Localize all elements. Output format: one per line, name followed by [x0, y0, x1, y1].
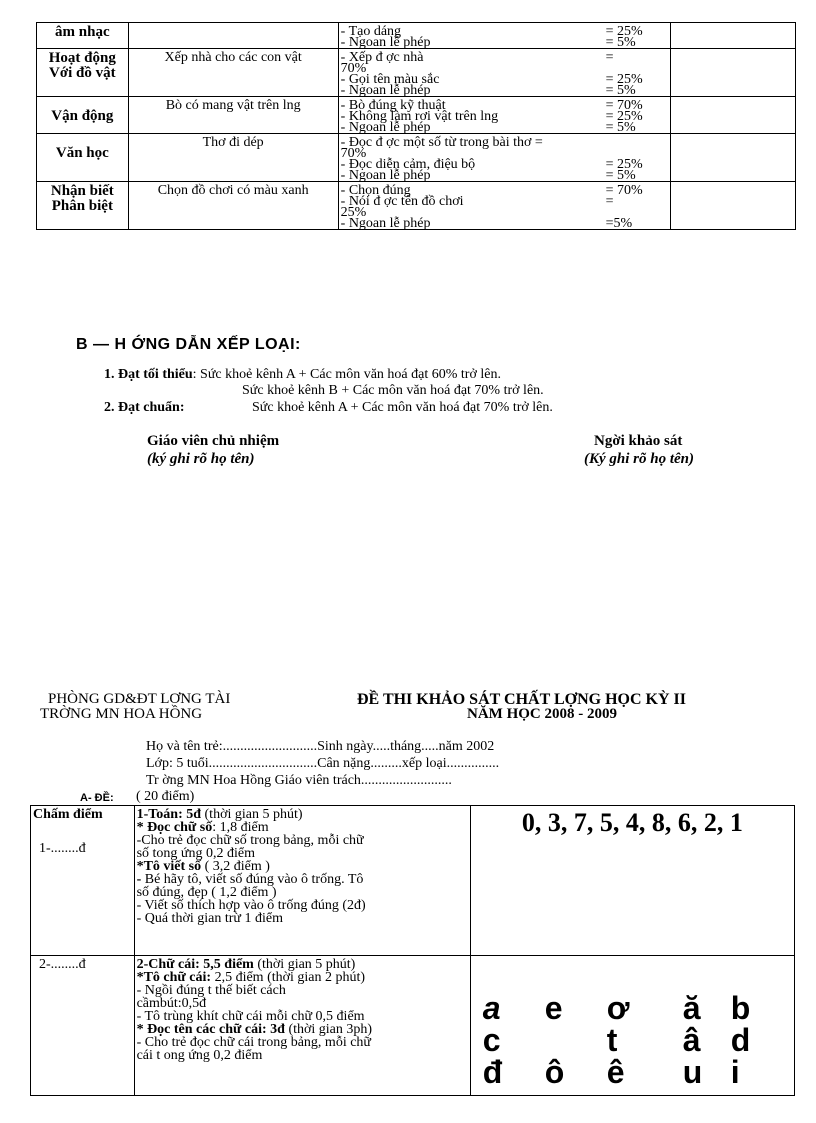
criterion-percent: = 70% [605, 98, 643, 113]
activity-cell [128, 97, 338, 134]
criterion-line [340, 35, 670, 50]
criteria-line-bold: 2-Chữ cái: 5,5 điểm [136, 957, 254, 972]
assessment-table [36, 22, 796, 230]
criterion-text: - Tạo dáng [340, 24, 402, 39]
math-number-cell [470, 806, 794, 956]
score-blank-2: 2-........đ [39, 957, 86, 972]
assessment-row [37, 182, 796, 230]
criteria-line-text: -Cho trẻ đọc chữ số trong bảng, mỗi chữ [136, 833, 364, 848]
activity-cell [128, 23, 338, 49]
criterion-percent: = 25% [605, 72, 643, 87]
criterion-percent: = [605, 50, 614, 65]
classification-item-1 [104, 368, 501, 382]
student-info-line-2: Lớp: 5 tuổi...............................Cân nặng.........xếp loại............... [146, 756, 500, 771]
teacher-signature-note: (ký ghi rõ họ tên) [147, 451, 255, 467]
letter-glyph: a [482, 990, 501, 1026]
criteria-cell [338, 23, 670, 49]
criterion-percent: = 25% [605, 109, 643, 124]
result-cell [670, 23, 795, 49]
criteria-line-text: Bé hãy tô, viết số đúng vào ô trống. Tô [144, 872, 364, 887]
classification-item-1-line2: Sức khoẻ kênh B + Các môn văn hoá đạt 70% trở lên. [242, 383, 544, 398]
letter-row [483, 992, 783, 1024]
letters-grid-cell [470, 956, 794, 1096]
letter-grid [483, 992, 783, 1088]
assessment-row [37, 49, 796, 97]
exam-row-letters [31, 956, 795, 1096]
criterion-text: - Ngoan lễ phép [340, 83, 431, 98]
teacher-signature-title: Giáo viên chủ nhiệm [147, 433, 280, 449]
school-name: TRỜNG MN HOA HỒNG [40, 706, 203, 722]
assessment-row [37, 134, 796, 182]
section-a-points: ( 20 điểm) [136, 789, 195, 804]
criteria-line-text: (thời gian 5 phút) [253, 957, 356, 972]
criteria-line-text: 2,5 điểm (thời gian 2 phút) [211, 970, 366, 985]
classification-heading: B — H ỚNG DẪN XẾP LOẠI: [76, 336, 301, 353]
criteria-line-text: số tong ứng 0,2 điểm [136, 846, 255, 861]
subject-cell [37, 134, 129, 182]
criteria-line-text: - Ngồi đúng t thế biết cách [136, 983, 286, 998]
surveyor-signature-note: (Ký ghi rõ họ tên) [584, 451, 695, 467]
criteria-line-text: (thời gian 3ph) [284, 1022, 373, 1037]
letter-glyph: i [730, 1054, 740, 1090]
score-header: Chấm điểm [33, 807, 103, 822]
result-cell [670, 97, 795, 134]
score-cell-1 [31, 806, 135, 956]
exam-table [30, 805, 795, 1096]
criteria-line-bold: *Tô viết số [136, 859, 202, 874]
criteria-cell [338, 182, 670, 230]
student-info-line-1: Họ và tên trẻ:...........................Sinh ngày.....tháng.....năm 2002 [146, 739, 495, 754]
letter-glyph: â [682, 1022, 701, 1058]
letters-criteria [137, 956, 470, 1062]
criteria-line-text: - Quá thời gian trừ 1 điểm [136, 911, 283, 926]
criteria-line-text: : 1,8 điểm [212, 820, 269, 835]
criterion-text: - Đọc diễn cảm, điệu bộ [340, 157, 476, 172]
result-cell [670, 134, 795, 182]
criterion-text: - Bò đúng kỹ thuật [340, 98, 446, 113]
criteria-line-bold: * Đọc chữ số [136, 820, 213, 835]
subject-cell [37, 182, 129, 230]
score-blank-1: 1-........đ [39, 841, 86, 856]
classification-item-2-label: 2. Đạt chuẩn: [104, 400, 185, 415]
criterion-text: - Không làm rơi vật trên lng [340, 109, 499, 124]
letter-glyph: ơ [606, 990, 630, 1026]
score-cell-2 [31, 956, 135, 1096]
criterion-text: 25% [340, 205, 367, 220]
criterion-percent: = 25% [605, 24, 643, 39]
criteria-cell [338, 97, 670, 134]
criteria-cell [338, 49, 670, 97]
activity-name [129, 23, 338, 25]
criterion-percent: = 5% [605, 120, 636, 135]
criteria-line-text: cái t ong ứng 0,2 điểm [136, 1048, 263, 1063]
criterion-percent: = 25% [605, 157, 643, 172]
subject-name: âm nhạc [55, 24, 110, 40]
activity-cell [128, 134, 338, 182]
criterion-text: - Ngoan lễ phép [340, 120, 431, 135]
math-criteria-cell [134, 806, 470, 956]
subject-cell [37, 97, 129, 134]
criteria-line-text: (thời gian 5 phút) [201, 807, 303, 822]
criterion-percent: = 5% [605, 83, 636, 98]
assessment-table-body [37, 23, 796, 230]
criterion-percent: = 70% [605, 183, 643, 198]
subject-name: Nhận biết Phân biệt [50, 183, 114, 214]
criterion-percent: =5% [605, 216, 633, 231]
criterion-line [340, 194, 670, 209]
letter-glyph: d [730, 1022, 751, 1058]
activity-name: Xếp nhà cho các con vật [164, 50, 302, 65]
student-info-line-3: Tr ờng MN Hoa Hồng Giáo viên trách.......................... [146, 773, 452, 788]
criteria-line [137, 912, 470, 925]
criterion-text: - Ngoan lễ phép [340, 35, 431, 50]
classification-item-1-text: : Sức khoẻ kênh A + Các môn văn hoá đạt 60% trở lên. [192, 367, 501, 382]
criteria-line [137, 1049, 470, 1062]
letter-glyph: t [606, 1022, 618, 1058]
criteria-line-bold: *Tô chữ cái: [136, 970, 212, 985]
letter-glyph: e [544, 990, 563, 1026]
criterion-percent: = [605, 194, 614, 209]
activity-cell [128, 49, 338, 97]
criterion-text: - Nói đ ợc tên đồ chơi [340, 194, 464, 209]
letter-glyph: u [682, 1054, 703, 1090]
criteria-line-text: số đúng, đẹp ( 1,2 điểm ) [136, 885, 277, 900]
school-year: NĂM HỌC 2008 - 2009 [467, 706, 617, 722]
criterion-text: - Ngoan lễ phép [340, 168, 431, 183]
letter-glyph: ê [606, 1054, 625, 1090]
criteria-line-text: - Tô trùng khít chữ cái mỗi chữ 0,5 điểm [136, 1009, 365, 1024]
subject-cell [37, 23, 129, 49]
activity-name: Thơ đi dép [202, 135, 264, 150]
letter-glyph: ô [544, 1054, 565, 1090]
subject-name: Vận động [51, 108, 114, 124]
criteria-line-bold: * Đọc tên các chữ cái: 3đ [136, 1022, 285, 1037]
criterion-text: - Chọn đúng [340, 183, 411, 198]
criteria-line-text: cầmbút:0,5đ [136, 996, 207, 1011]
classification-item-2-text: Sức khoẻ kênh A + Các môn văn hoá đạt 70% trở lên. [252, 400, 553, 415]
assessment-row [37, 97, 796, 134]
activity-name: Bò có mang vật trên lng [165, 98, 301, 113]
activity-name: Chọn đồ chơi có màu xanh [157, 183, 309, 198]
number-sequence: 0, 3, 7, 5, 4, 8, 6, 2, 1 [521, 808, 743, 837]
letter-row [483, 1024, 783, 1056]
criteria-line-text: - Viết số thích hợp vào ô trống đúng (2đ) [136, 898, 366, 913]
criterion-text: - Xếp đ ợc nhà [340, 50, 424, 65]
result-cell [670, 182, 795, 230]
criterion-text: - Ngoan lễ phép [340, 216, 431, 231]
criteria-cell [338, 134, 670, 182]
criteria-line-bold: - [136, 872, 145, 887]
criterion-percent: = 5% [605, 35, 636, 50]
department-name: PHÒNG GD&ĐT LƠNG TÀI [48, 691, 231, 707]
classification-item-1-label: 1. Đạt tối thiểu [104, 367, 193, 382]
activity-cell [128, 182, 338, 230]
subject-name: Hoạt động Với đồ vật [48, 50, 116, 81]
assessment-row [37, 23, 796, 49]
letter-row [483, 1056, 783, 1088]
criteria-line-bold: 1-Toán: 5đ [136, 807, 202, 822]
letter-glyph: đ [482, 1054, 503, 1090]
criterion-line [340, 50, 670, 65]
criterion-text: - Gọi tên màu sắc [340, 72, 440, 87]
exam-row-math [31, 806, 795, 956]
subject-name: Văn học [55, 145, 109, 161]
surveyor-signature-title: Ngời khảo sát [594, 433, 683, 449]
exam-title: ĐỀ THI KHẢO SÁT CHẤT LỢNG HỌC KỲ II [357, 691, 686, 708]
criterion-text: - Đọc đ ợc một số từ trong bài thơ = [340, 135, 543, 150]
criterion-line [340, 83, 670, 98]
criterion-line [340, 168, 670, 183]
criterion-line [340, 135, 670, 150]
criterion-percent: = 5% [605, 168, 636, 183]
result-cell [670, 49, 795, 97]
criterion-text: 70% [340, 146, 367, 161]
letter-glyph: ă [682, 990, 701, 1026]
criterion-line [340, 120, 670, 135]
classification-item-2 [104, 401, 185, 415]
letters-criteria-cell [134, 956, 470, 1096]
criteria-line-text: ( 3,2 điểm ) [201, 859, 270, 874]
criterion-line [340, 216, 670, 231]
letter-glyph: b [730, 990, 751, 1026]
section-a-label: A- ĐỀ: [80, 792, 114, 804]
criterion-text: 70% [340, 61, 367, 76]
letter-glyph: c [482, 1022, 501, 1058]
subject-cell [37, 49, 129, 97]
math-criteria [137, 806, 470, 925]
criteria-line-text: - Cho trẻ đọc chữ cái trong bảng, mỗi chữ [136, 1035, 372, 1050]
